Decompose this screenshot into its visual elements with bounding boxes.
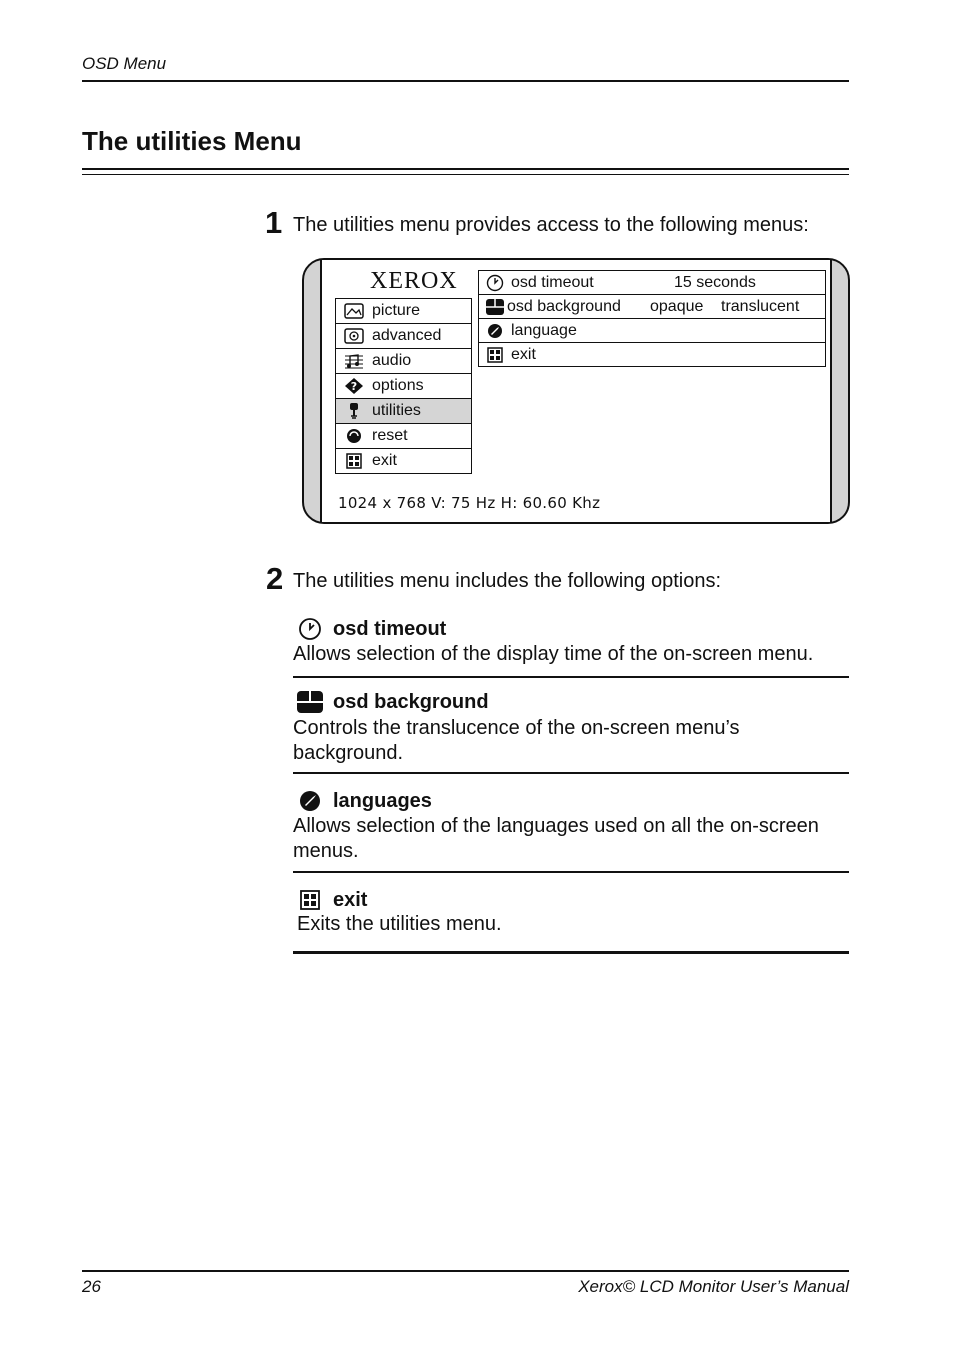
option-divider-final (293, 951, 849, 954)
utilities-icon (344, 402, 364, 420)
svg-text:?: ? (350, 380, 358, 393)
language-icon (298, 789, 322, 813)
timer-icon (298, 617, 322, 641)
xerox-logo: XEROX (370, 268, 458, 294)
background-icon (296, 690, 324, 714)
language-icon (485, 322, 505, 340)
title-rule-top (82, 168, 849, 170)
footer-rule (82, 1270, 849, 1272)
section-title: The utilities Menu (82, 126, 302, 156)
option-description: Controls the translucence of the on-screen menu’s background. (293, 717, 740, 764)
reset-icon (344, 427, 364, 445)
submenu-item-exit[interactable] (479, 343, 825, 366)
opaque-option[interactable]: opaque (650, 297, 704, 315)
menu-item-exit[interactable] (336, 449, 471, 473)
option-description: Allows selection of the languages used on all the on-screen menus. (293, 815, 819, 862)
manual-title: Xerox© LCD Monitor User’s Manual (578, 1277, 849, 1296)
audio-icon (344, 352, 364, 370)
option-title: exit (333, 888, 368, 911)
submenu-label: osd timeout (511, 273, 594, 291)
submenu-label: exit (511, 345, 536, 363)
menu-item-label: reset (372, 427, 408, 444)
osd-panel (322, 260, 830, 522)
menu-item-label: audio (372, 352, 412, 369)
exit-icon (485, 346, 505, 364)
option-divider (293, 871, 849, 873)
option-description: Allows selection of the display time of the on-screen menu. (293, 643, 814, 665)
submenu-item-language[interactable] (479, 319, 825, 343)
step-text-1: The utilities menu provides access to the following menus: (293, 214, 809, 236)
menu-item-reset[interactable] (336, 424, 471, 449)
option-divider (293, 676, 849, 678)
page-number: 26 (82, 1277, 101, 1296)
option-title: osd timeout (333, 617, 447, 640)
resolution-status: 1024 x 768 V: 75 Hz H: 60.60 Khz (338, 494, 601, 512)
menu-item-label: options (372, 377, 424, 394)
submenu-item-osd-timeout[interactable] (479, 271, 825, 295)
running-header: OSD Menu (82, 54, 167, 73)
osd-utilities-submenu (478, 270, 826, 367)
menu-item-picture[interactable] (336, 299, 471, 324)
option-osd-background (296, 690, 489, 714)
menu-item-utilities[interactable] (336, 399, 471, 424)
step-text-2: The utilities menu includes the following options: (293, 570, 722, 592)
background-icon (485, 298, 505, 316)
menu-item-label: picture (372, 302, 421, 319)
step-number-1: 1 (265, 205, 283, 240)
timer-icon (485, 274, 505, 292)
osd-screen (302, 258, 850, 524)
translucent-option[interactable]: translucent (721, 297, 800, 315)
menu-item-options[interactable] (336, 374, 471, 399)
exit-icon (298, 888, 322, 912)
menu-item-audio[interactable] (336, 349, 471, 374)
osd-timeout-value[interactable]: 15 seconds (674, 273, 756, 291)
option-title: languages (333, 789, 432, 812)
submenu-item-osd-background[interactable] (479, 295, 825, 319)
option-title: osd background (333, 690, 489, 713)
picture-icon (344, 302, 364, 320)
osd-main-menu (335, 298, 472, 474)
option-divider (293, 772, 849, 774)
menu-item-label: exit (372, 452, 397, 469)
title-rule-bottom (82, 174, 849, 175)
exit-icon (344, 452, 364, 470)
advanced-icon (344, 327, 364, 345)
menu-item-label: advanced (372, 327, 442, 344)
step-number-2: 2 (266, 561, 284, 596)
submenu-label: osd background (507, 297, 621, 315)
option-description: Exits the utilities menu. (297, 913, 502, 935)
options-icon (344, 377, 364, 395)
submenu-label: language (511, 321, 577, 339)
option-languages (298, 789, 432, 813)
menu-item-advanced[interactable] (336, 324, 471, 349)
option-osd-timeout (298, 617, 446, 641)
menu-item-label: utilities (372, 402, 421, 419)
header-rule (82, 80, 849, 82)
option-exit (298, 888, 367, 912)
